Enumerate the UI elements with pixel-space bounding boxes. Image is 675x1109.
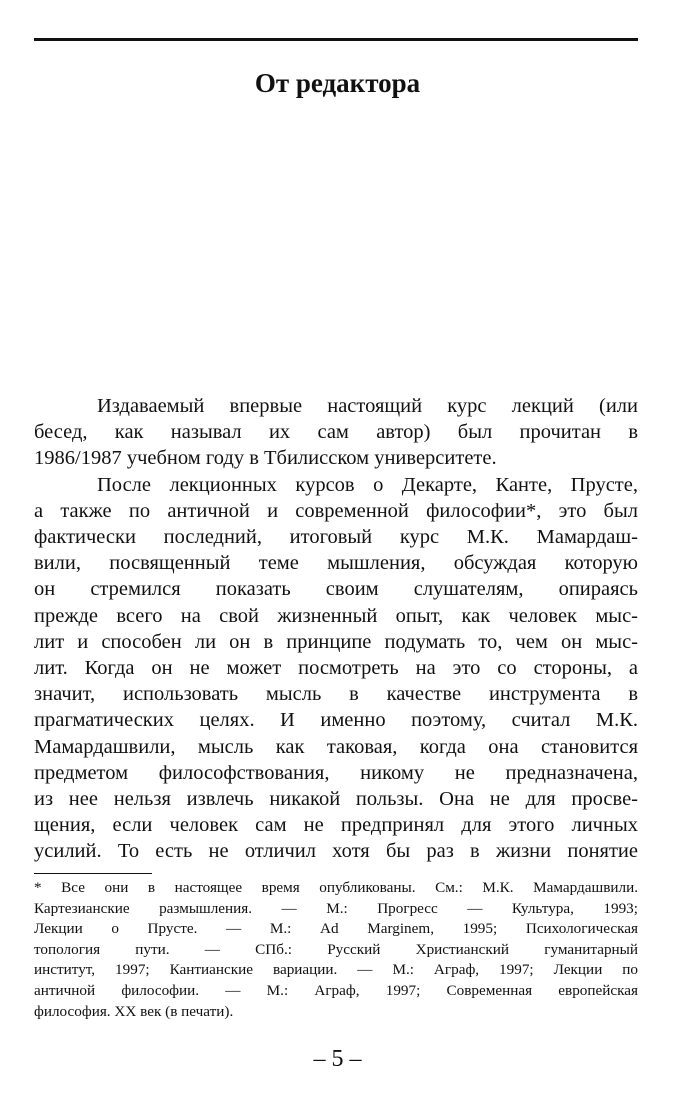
body-line: После лекционных курсов о Декарте, Канте, Прусте, [97,473,638,496]
footnote [34,878,638,1022]
body-line: Мамардашвили, мысль как таковая, когда она становится [34,735,638,758]
page-number: – 5 – [313,1046,362,1072]
body-line: предметом философствования, никому не предназначена, [34,761,638,784]
footnote-line: философия. XX век (в печати). [34,1002,234,1020]
footnote-rule [34,873,152,874]
footnote-line: античной философии. — М.: Аграф, 1997; Современная европейская [34,981,638,999]
body-line: фактически последний, итоговый курс М.К. Мамардаш- [34,526,638,549]
body-line: лит. Когда он не может посмотреть на это со стороны, а [34,657,638,680]
footnote-line: Картезианские размышления. — М.: Прогресс — Культура, 1993; [34,899,638,917]
body-line: лит и способен ли он в принципе подумать то, чем он мыс- [34,630,638,653]
body-line: он стремился показать своим слушателям, опираясь [34,578,638,601]
body-line: щения, если человек сам не предпринял для этого личных [34,814,638,837]
body-line: Издаваемый впервые настоящий курс лекций (или [97,395,638,417]
body-line: прежде всего на свой жизненный опыт, как человек мыс- [34,604,638,627]
body-line: усилий. То есть не отличил хотя бы раз в жизни понятие [34,840,638,863]
body-line: 1986/1987 учебном году в Тбилисском университете. [34,447,497,470]
footnote-line: Лекции о Прусте. — М.: Ad Marginem, 1995; Психологическая [34,920,638,938]
body-line: прагматических целях. И именно поэтому, считал М.К. [34,709,638,732]
top-rule [34,38,638,41]
body-line: вили, посвященный теме мышления, обсуждая которую [34,552,638,575]
footnote-line: топология пути. — СПб.: Русский Христианский гуманитарный [34,940,638,958]
body-line: бесед, как называл их сам автор) был прочитан в [34,421,638,444]
body-line: из нее нельзя извлечь никакой пользы. Она не для просве- [34,788,638,811]
footnote-line: институт, 1997; Кантианские вариации. — М.: Аграф, 1997; Лекции по [34,961,638,979]
page-title: От редактора [254,68,421,98]
body-line: а также по античной и современной философии*, это был [34,499,638,522]
footnote-line: * Все они в настоящее время опубликованы. См.: М.К. Мамардашвили. [34,879,638,896]
body-text [34,393,638,865]
body-line: значит, использовать мысль в качестве инструмента в [34,683,638,706]
